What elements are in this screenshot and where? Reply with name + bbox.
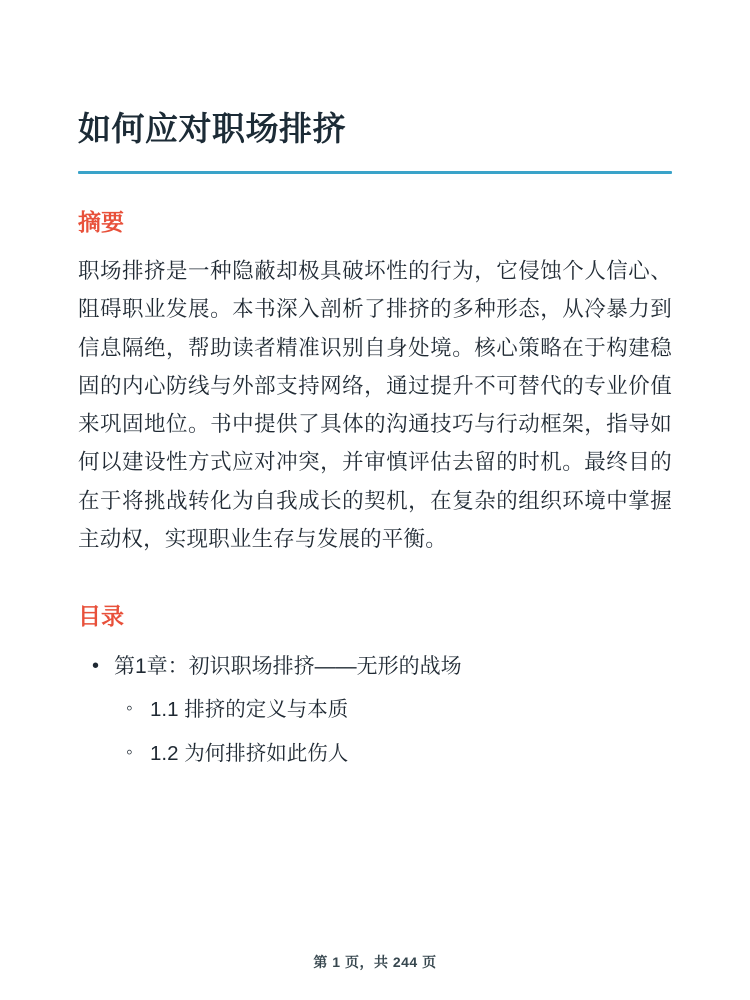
toc-section-list xyxy=(114,694,672,770)
toc-chapter-item[interactable] xyxy=(78,650,672,769)
title-divider xyxy=(78,171,672,174)
toc-section-item[interactable] xyxy=(114,738,672,770)
toc-section-label: 1.2 为何排挤如此伤人 xyxy=(150,741,349,765)
toc-heading: 目录 xyxy=(78,603,124,630)
toc-section-item[interactable] xyxy=(114,694,672,726)
abstract-heading: 摘要 xyxy=(78,209,124,236)
toc-chapter-label: 第1章：初识职场排挤——无形的战场 xyxy=(114,655,462,679)
table-of-contents xyxy=(78,650,672,769)
abstract-paragraph: 职场排挤是一种隐蔽却极具破坏性的行为，它侵蚀个人信心、阻碍职业发展。本书深入剖析了排挤的多种形态，从冷暴力到信息隔绝，帮助读者精准识别自身处境。核心策略在于构建稳固的内心防线与外部支持网络，通过提升不可替代的专业价值来巩固地位。书中提供了具体的沟通技巧与行动框架，指导如何以建设性方式应对冲突，并审慎评估去留的时机。最终目的在于将挑战转化为自我成长的契机，在复杂的组织环境中掌握主动权，实现职业生存与发展的平衡。 xyxy=(78,259,672,551)
page-title: 如何应对职场排挤 xyxy=(78,110,346,147)
toc-section-label: 1.1 排挤的定义与本质 xyxy=(150,697,349,721)
page-footer: 第 1 页，共 244 页 xyxy=(313,954,437,970)
